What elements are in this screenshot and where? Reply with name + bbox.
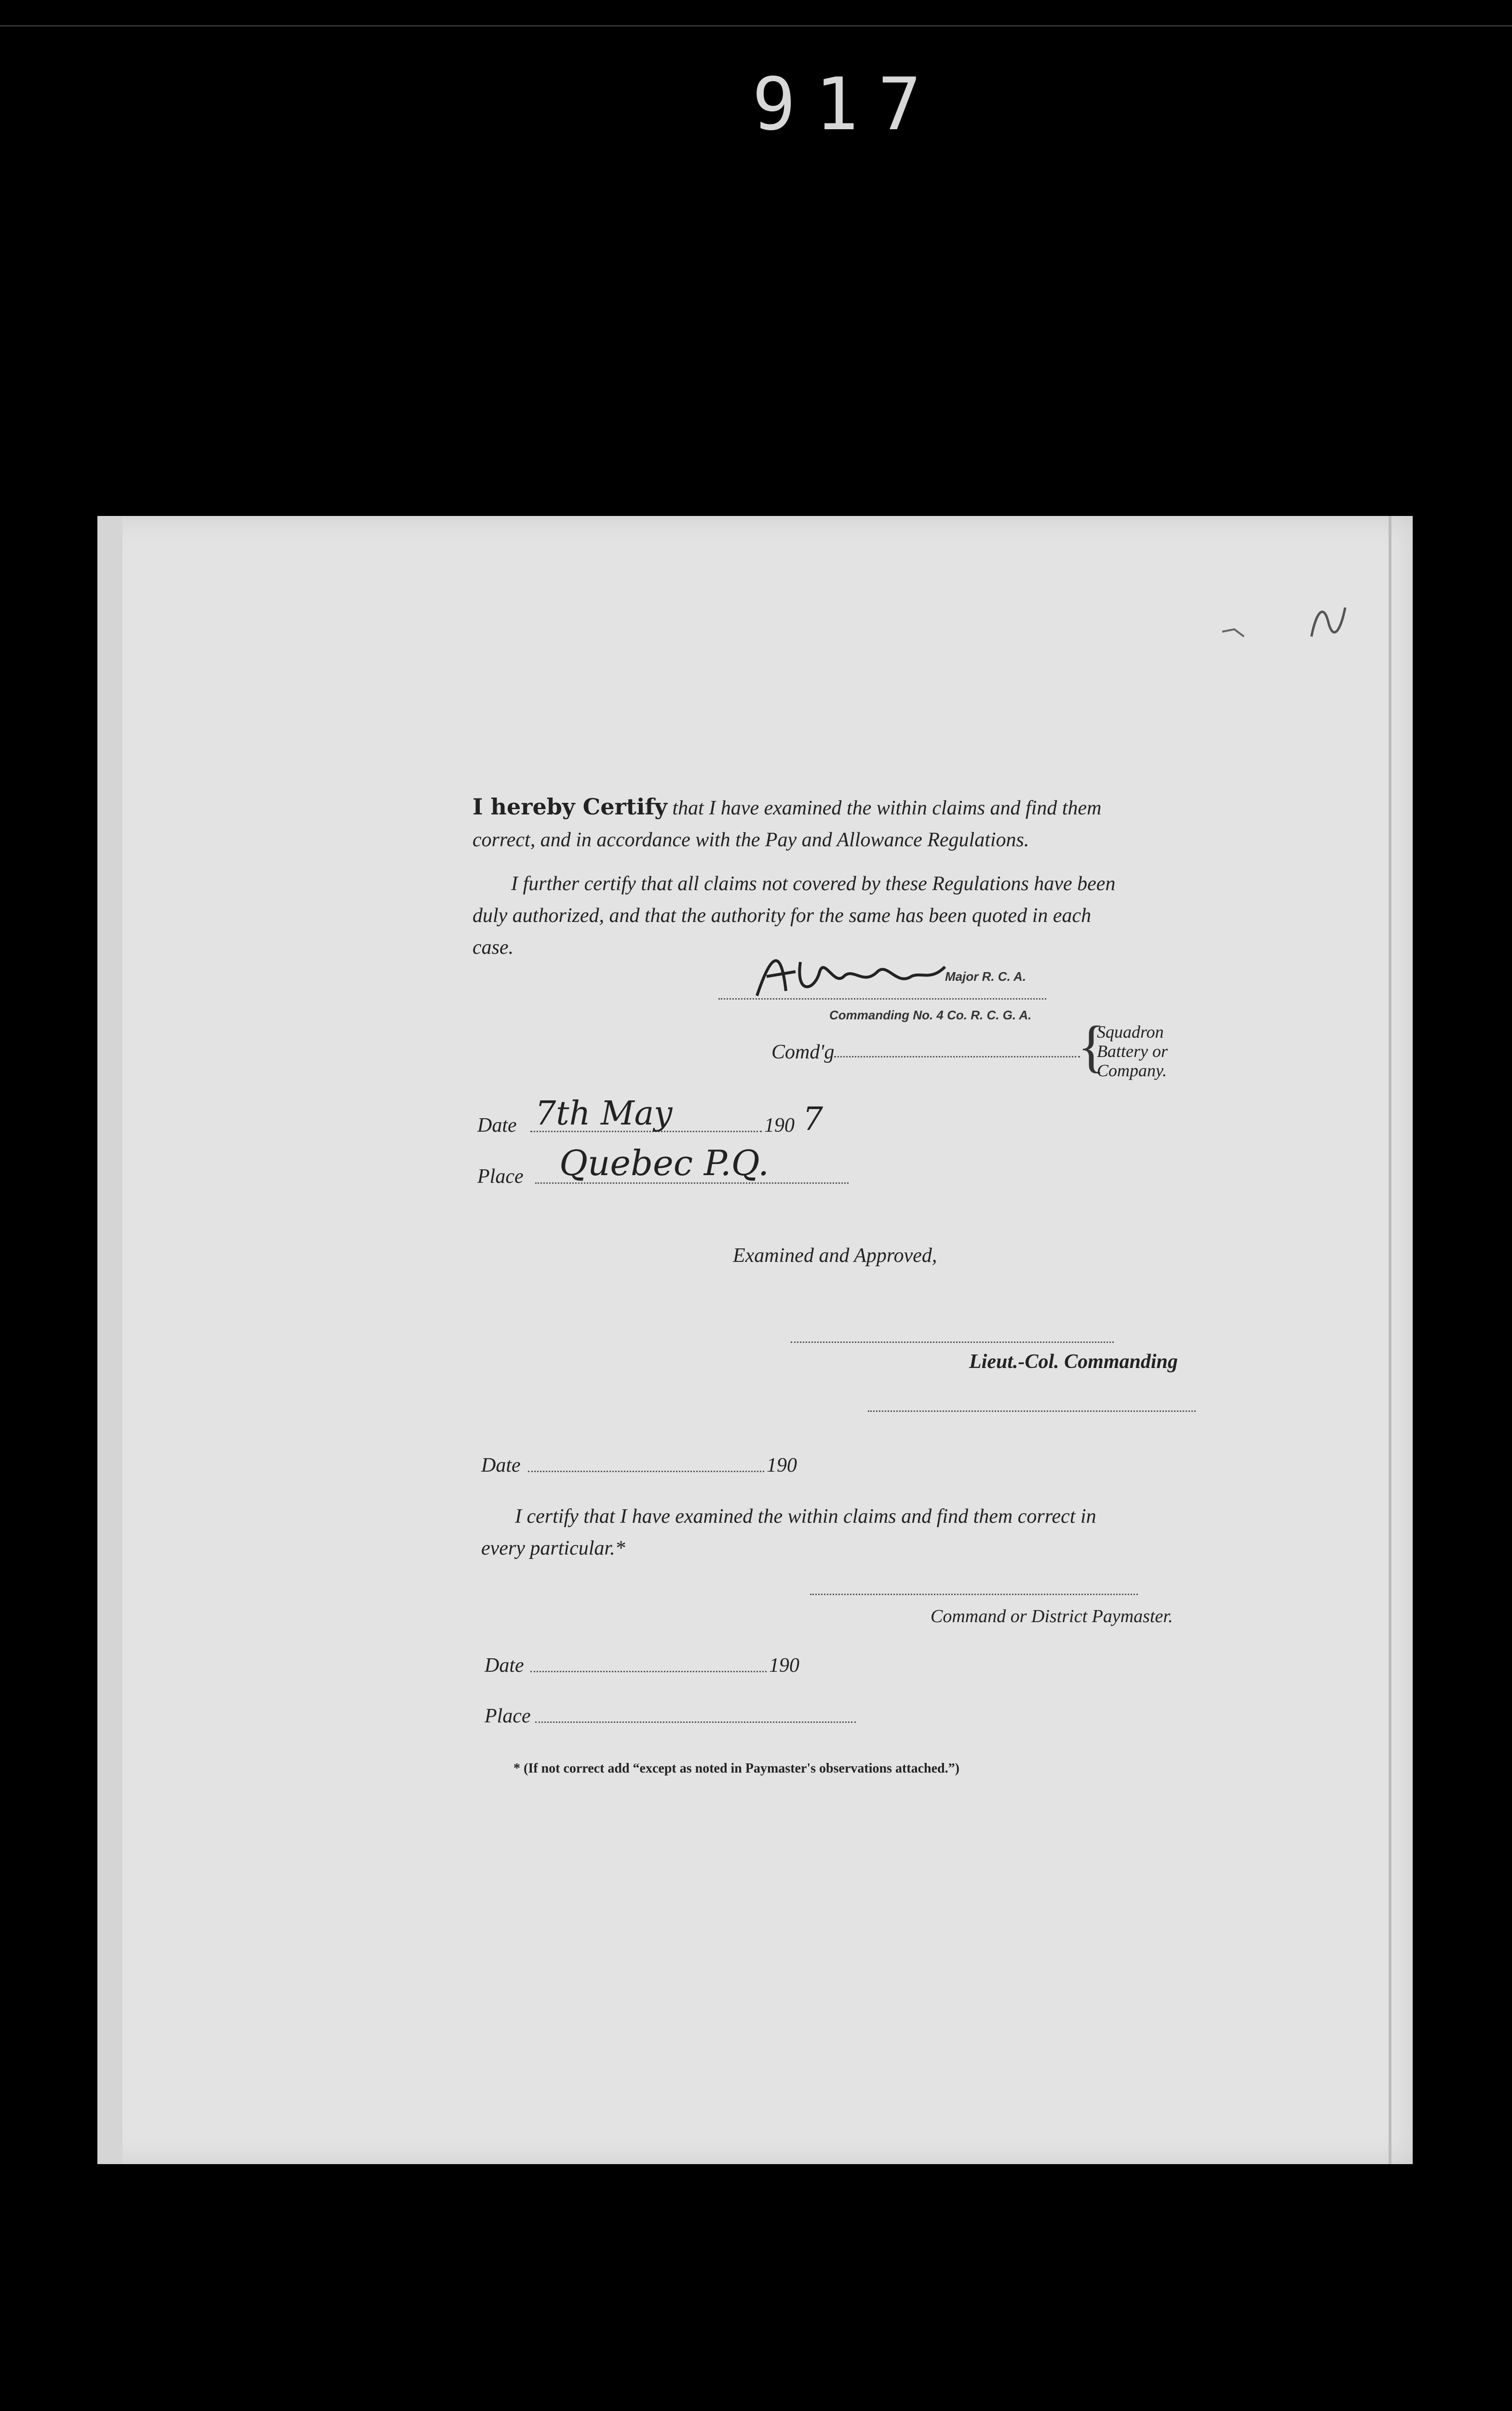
date-day-handwritten: 7th May bbox=[535, 1095, 673, 1133]
page-right-fold bbox=[1389, 516, 1391, 2164]
tick-mark bbox=[1220, 622, 1249, 641]
date3-line bbox=[530, 1671, 767, 1672]
paymaster-signature-line bbox=[810, 1594, 1138, 1595]
footnote: * (If not correct add “except as noted in Paymaster's observations attached.”) bbox=[513, 1761, 959, 1776]
commander-signature bbox=[752, 943, 964, 1005]
date2-line bbox=[528, 1471, 764, 1472]
date2-label: Date bbox=[481, 1454, 521, 1476]
date3-label: Date bbox=[485, 1654, 524, 1677]
place2-line bbox=[535, 1721, 856, 1723]
unit-type-company: Company. bbox=[1097, 1061, 1167, 1080]
certify-text-line2: correct, and in accordance with the Pay and Allowance Regulations. bbox=[472, 829, 1029, 851]
place-value-handwritten: Quebec P.Q. bbox=[559, 1143, 769, 1183]
comdg-line bbox=[834, 1056, 1080, 1057]
date3-year: 190 bbox=[769, 1654, 799, 1677]
approver-second-line bbox=[868, 1410, 1196, 1412]
unit-brace: { bbox=[1078, 1014, 1106, 1078]
page-left-edge bbox=[97, 516, 122, 2164]
unit-types bbox=[1097, 1022, 1168, 1080]
unit-type-squadron: Squadron bbox=[1097, 1022, 1164, 1042]
stamp-rank: Major R. C. A. bbox=[945, 969, 1026, 984]
comdg-label: Comd'g bbox=[771, 1041, 835, 1063]
unit-type-battery: Battery or bbox=[1097, 1042, 1168, 1061]
year-prefix: 190 bbox=[764, 1114, 795, 1137]
date2-year: 190 bbox=[767, 1454, 797, 1476]
stamp-command: Commanding No. 4 Co. R. C. G. A. bbox=[829, 1008, 1032, 1022]
certify-paragraph bbox=[472, 791, 1205, 856]
top-border bbox=[0, 25, 1512, 27]
certify2-line2: every particular.* bbox=[481, 1537, 625, 1559]
paymaster-certify-paragraph bbox=[481, 1501, 1214, 1564]
further-line1: I further certify that all claims not covered by these Regulations have been bbox=[511, 873, 1116, 895]
certify-lead: I hereby Certify bbox=[472, 794, 668, 820]
further-line2: duly authorized, and that the authority for the same has been quoted in each bbox=[472, 905, 1092, 927]
frame-number: 917 bbox=[752, 63, 941, 147]
further-line3: case. bbox=[472, 936, 514, 959]
date-label: Date bbox=[477, 1114, 517, 1137]
lieut-col-label: Lieut.-Col. Commanding bbox=[969, 1351, 1178, 1373]
certify2-line1: I certify that I have examined the within claims and find them correct in bbox=[515, 1505, 1096, 1528]
certify-text-line1: that I have examined the within claims and find them bbox=[672, 797, 1102, 819]
place-label: Place bbox=[477, 1165, 524, 1188]
signature-line bbox=[718, 998, 1046, 1000]
place2-label: Place bbox=[485, 1705, 531, 1727]
document-page bbox=[97, 516, 1413, 2164]
examined-label: Examined and Approved, bbox=[733, 1245, 937, 1267]
year-digit-handwritten: 7 bbox=[803, 1100, 823, 1138]
paymaster-label: Command or District Paymaster. bbox=[931, 1606, 1173, 1626]
corner-pencil-mark bbox=[1302, 593, 1355, 646]
approver-signature-line bbox=[791, 1341, 1114, 1343]
